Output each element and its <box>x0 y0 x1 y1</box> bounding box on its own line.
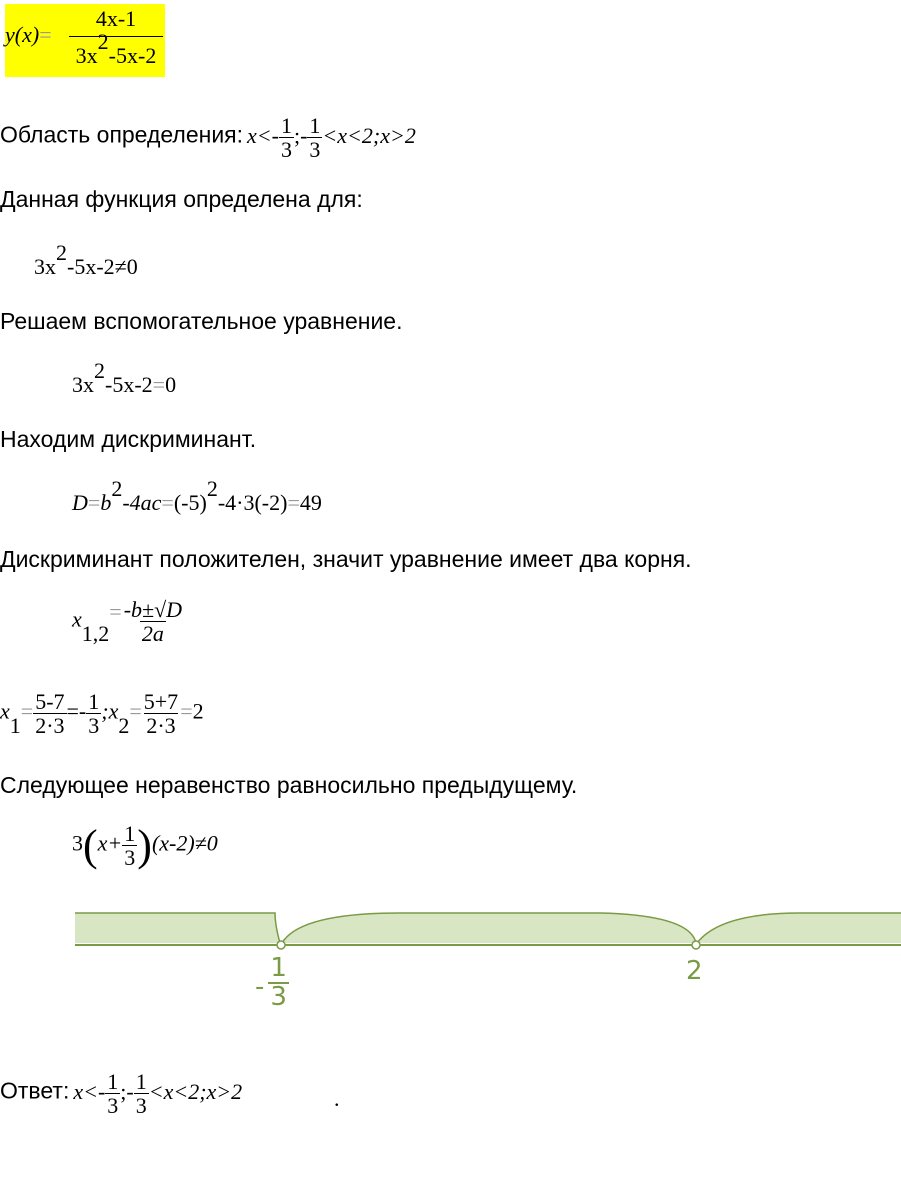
func-eq: = <box>39 22 52 47</box>
aux-equation: 3x2-5x-2=0 <box>72 358 177 397</box>
number-line-interval-right <box>697 913 901 943</box>
number-line-interval-middle <box>282 913 696 943</box>
find-disc-text: Находим дискриминант. <box>0 426 257 452</box>
domain-line: Область определения: x<- $\frac{1}{3}$ ;- $\frac{1}{3}$ <x<2;x>2 <box>0 113 416 163</box>
defined-for-text: Данная функция определена для: <box>0 186 363 212</box>
func-numerator: 4x-1 <box>69 6 163 37</box>
roots-values: x1= $\frac{5-7}{2\cdot 3}$ =- $\frac{1}{3}$ ;x2= $\frac{5+7}{2\cdot 3}$ =2 <box>0 689 204 739</box>
answer-line: Ответ: x<- $\frac{1}{3}$ ;- $\frac{1}{3}$ <x<2;x>2 <box>0 1069 243 1119</box>
number-line <box>0 895 901 965</box>
roots-formula: x1,2= $\frac{-b\pm√D}{2a}$ <box>72 597 183 647</box>
factored-expr: 3(x+ $\frac{1}{3}$ )(x-2)≠0 <box>72 820 218 870</box>
point-label-1: - $\frac{1}{3}$ <box>255 953 287 1013</box>
answer-period: . <box>334 1086 340 1111</box>
function-header <box>5 4 165 77</box>
number-line-point-1 <box>277 941 285 949</box>
discriminant-expr: D=b2-4ac=(-5)2-4·3(-2)=49 <box>72 476 322 515</box>
disc-positive-text: Дискриминант положителен, значит уравнение имеет два корня. <box>0 546 692 572</box>
equivalence-text: Следующее неравенство равносильно предыдущему. <box>0 772 578 798</box>
func-denominator: 3x2-5x-2 <box>75 29 157 68</box>
point-label-2: 2 <box>686 956 703 986</box>
func-lhs: y(x) <box>5 22 40 47</box>
domain-frac-2: $\frac{1}{3}$ <box>309 113 321 163</box>
number-line-point-2 <box>692 941 700 949</box>
solve-aux-text: Решаем вспомогательное уравнение. <box>0 308 403 334</box>
number-line-interval-left <box>75 913 280 943</box>
condition-expr: 3x2-5x-2≠0 <box>34 240 138 279</box>
domain-frac-1: $\frac{1}{3}$ <box>280 113 292 163</box>
